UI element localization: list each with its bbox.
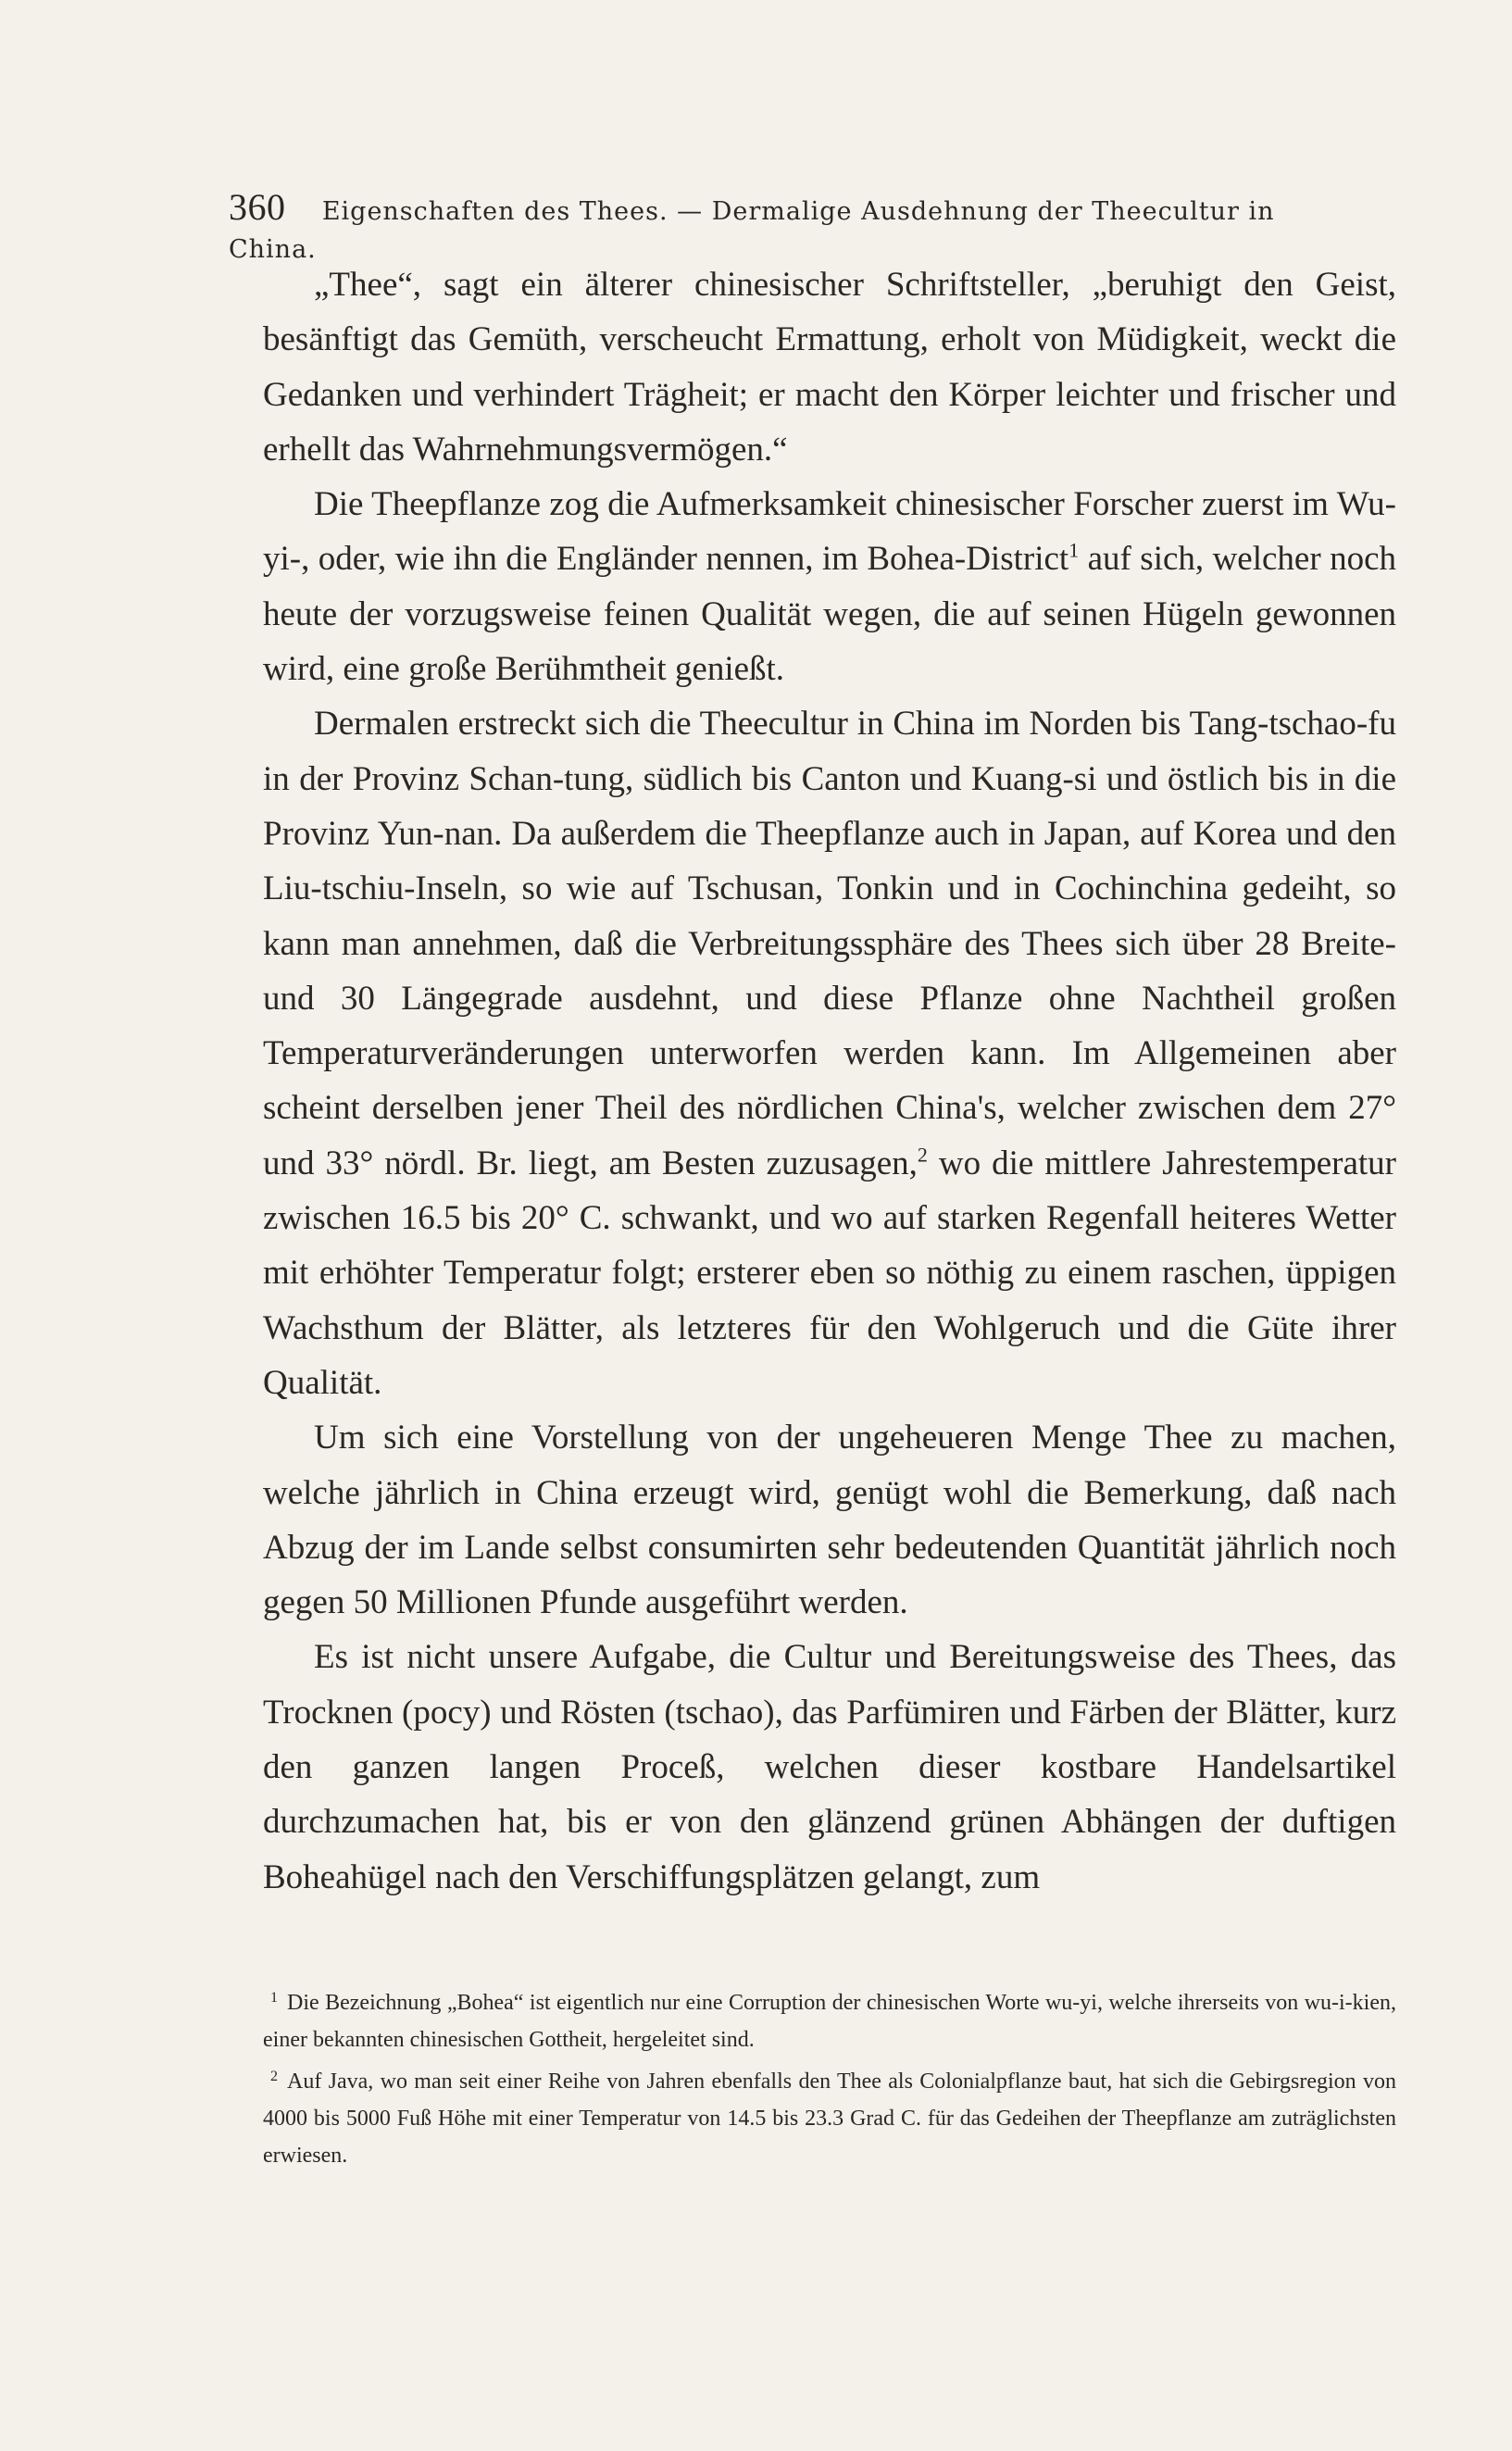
- running-title: Eigenschaften des Thees. — Dermalige Ausdehnung der Theecultur in China.: [229, 197, 1275, 264]
- paragraph-3-start: Dermalen erstreckt sich die Theecultur in China im Norden bis Tang-tschao-fu in der Provinz Schan-tung, südlich bis Canton und Kuang-si und östlich bis in die Provinz Yun-nan. Da außerdem die Theepflanze auch in Japan, auf Korea und den Liu-tschiu-Inseln, so wie auf Tschusan, Tonkin und in Cochinchina gedeiht, so kann man annehmen, daß die Verbreitungssphäre des Thees sich über 28 Breite- und 30 Längegrade ausdehnt, und diese Pflanze ohne Nachtheil großen Temperaturveränderungen unterworfen werden kann. Im Allgemeinen aber scheint derselben jener Theil des nördlichen China's, welcher zwischen dem 27° und 33° nördl. Br. liegt, am Besten zuzusagen,: [263, 705, 1396, 1182]
- paragraph-2-end: auf sich, welcher noch heute der vorzugsweise feinen Qualität wegen, die auf seinen Hügeln gewonnen wird, eine große Berühmtheit genießt.: [263, 540, 1397, 689]
- footnote-ref-1[interactable]: 1: [1068, 539, 1080, 563]
- footnote-2: [263, 2058, 1396, 2174]
- footnote-mark-2: 2: [270, 2069, 278, 2084]
- page-header: [229, 185, 1321, 266]
- footnote-1: [263, 1980, 1396, 2058]
- paragraph-5: Es ist nicht unsere Aufgabe, die Cultur und Bereitungsweise des Thees, das Trocknen (pocy) und Rösten (tschao), das Parfümiren und Färben der Blätter, kurz den ganzen langen Proceß, welchen dieser kostbare Handelsartikel durchzumachen hat, bis er von den glänzend grünen Abhängen der duftigen Boheahügel nach den Verschiffungsplätzen gelangt, zum: [263, 1638, 1396, 1896]
- paragraph-2: [263, 477, 1396, 696]
- footnote-text-1: Die Bezeichnung „Bohea“ ist eigentlich nur eine Corruption der chinesischen Worte wu-yi, welche ihrerseits von wu-i-kien, einer bekannten chinesischen Gottheit, hergeleitet sind.: [263, 1991, 1396, 2052]
- footnote-text-2: Auf Java, wo man seit einer Reihe von Jahren ebenfalls den Thee als Colonialpflanze baut, hat sich die Gebirgsregion von 4000 bis 5000 Fuß Höhe mit einer Temperatur von 14.5 bis 23.3 Grad C. für das Gedeihen der Theepflanze am zuträglichsten erwiesen.: [263, 2070, 1396, 2168]
- main-text: [263, 257, 1396, 1905]
- paragraph-1: „Thee“, sagt ein älterer chinesischer Schriftsteller, „beruhigt den Geist, besänftigt das Gemüth, verscheucht Ermattung, erholt von Müdigkeit, weckt die Gedanken und verhindert Trägheit; er macht den Körper leichter und frischer und erhellt das Wahrnehmungsvermögen.“: [263, 266, 1396, 469]
- page-number: 360: [229, 186, 286, 228]
- paragraph-3-end: wo die mittlere Jahrestemperatur zwischen 16.5 bis 20° C. schwankt, und wo auf starken Regenfall heiteres Wetter mit erhöhter Temperatur folgt; ersterer eben so nöthig zu einem raschen, üppigen Wachsthum der Blätter, als letzteres für den Wohlgeruch und die Güte ihrer Qualität.: [263, 1144, 1396, 1402]
- paragraph-2-start: Die Theepflanze zog die Aufmerksamkeit chinesischer Forscher zuerst im Wu-yi-, oder, wie ihn die Engländer nennen, im Bohea-District: [263, 485, 1396, 579]
- paragraph-4: Um sich eine Vorstellung von der ungeheueren Menge Thee zu machen, welche jährlich in China erzeugt wird, genügt wohl die Bemerkung, daß nach Abzug der im Lande selbst consumirten sehr bedeutenden Quantität jährlich noch gegen 50 Millionen Pfunde ausgeführt werden.: [263, 1419, 1396, 1622]
- footnote-mark-1: 1: [270, 1990, 278, 2006]
- paragraph-3: [263, 696, 1396, 1410]
- footnote-ref-2[interactable]: 2: [917, 1143, 928, 1167]
- footnotes: [263, 1980, 1396, 2174]
